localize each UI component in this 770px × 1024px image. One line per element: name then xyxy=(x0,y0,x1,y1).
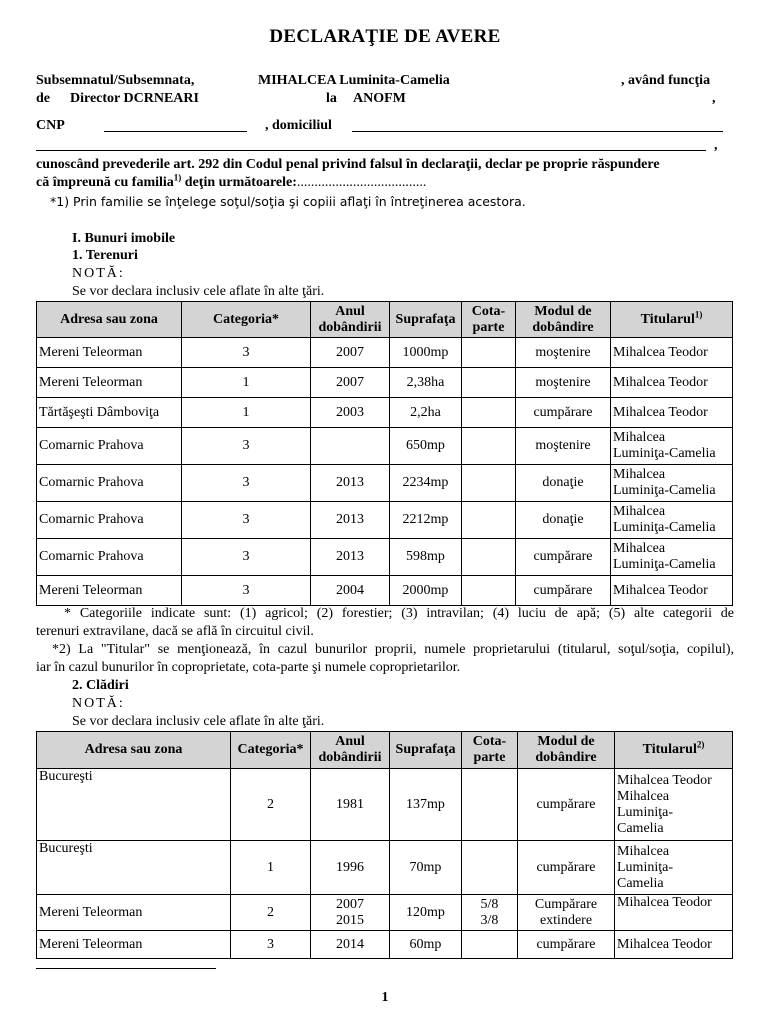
cell-titular: Mihalcea Teodor xyxy=(611,576,733,606)
cell-adresa: Mereni Teleorman xyxy=(37,931,231,959)
cell-titular: Mihalcea Teodor xyxy=(611,338,733,368)
cell-titular: Mihalcea Teodor xyxy=(611,368,733,398)
cell-anul: 1996 xyxy=(311,841,390,895)
cell-suprafata: 2000mp xyxy=(390,576,462,606)
col-modul: Modul de dobândire xyxy=(518,732,615,769)
cell-anul xyxy=(311,428,390,465)
declaration-line-2 xyxy=(36,172,427,191)
table-row xyxy=(37,398,733,428)
comma: , xyxy=(712,91,716,106)
cell-modul: moştenire xyxy=(516,368,611,398)
cell-adresa: Mereni Teleorman xyxy=(37,368,182,398)
cell-suprafata: 2234mp xyxy=(390,465,462,502)
cell-anul: 2007 xyxy=(311,368,390,398)
cell-suprafata: 120mp xyxy=(390,895,462,931)
cell-modul: cumpărare xyxy=(518,769,615,841)
cell-adresa: Comarnic Prahova xyxy=(37,539,182,576)
subsection-cladiri: 2. Clădiri xyxy=(72,678,129,693)
cell-cota xyxy=(462,931,518,959)
col-titular: Titularul$^{2)}$ xyxy=(615,732,733,769)
cell-modul: cumpărare xyxy=(518,931,615,959)
page-number: 1 xyxy=(381,990,389,1005)
col-anul: Anul dobândirii xyxy=(311,302,390,338)
cell-anul: 2004 xyxy=(311,576,390,606)
footnote-titular-2: iar în cazul bunurilor în coproprietate, cota-parte şi numele coproprietarilor. xyxy=(36,660,461,675)
cell-titular: Mihalcea Luminiţa-Camelia xyxy=(611,539,733,576)
cell-modul: donaţie xyxy=(516,502,611,539)
table-row xyxy=(37,465,733,502)
comma-2: , xyxy=(714,138,718,153)
cell-suprafata: 60mp xyxy=(390,931,462,959)
nota-label: NOTĂ: xyxy=(72,266,125,281)
cell-adresa: Comarnic Prahova xyxy=(37,465,182,502)
cell-cota xyxy=(462,841,518,895)
cell-suprafata: 70mp xyxy=(390,841,462,895)
cell-cota xyxy=(462,368,516,398)
cell-categoria: 2 xyxy=(231,769,311,841)
cell-suprafata: 598mp xyxy=(390,539,462,576)
cell-anul: 2007 xyxy=(311,338,390,368)
cell-adresa: Bucureşti xyxy=(37,769,231,841)
section-heading: I. Bunuri imobile xyxy=(72,231,176,246)
cell-cota xyxy=(462,428,516,465)
footnote-titular-1: *2) La "Titular" se menţionează, în cazul bunurilor proprii, numele proprietarului (titularul, soţul/soţia, copilul), xyxy=(52,642,734,657)
function-label: , având funcţia xyxy=(621,73,711,88)
cell-anul: 2014 xyxy=(311,931,390,959)
subsemnatul-label: Subsemnatul/Subsemnata, xyxy=(36,73,195,88)
cell-categoria: 3 xyxy=(182,428,311,465)
cell-categoria: 3 xyxy=(182,539,311,576)
cladiri-table xyxy=(36,731,733,959)
cell-cota xyxy=(462,465,516,502)
cell-adresa: Comarnic Prahova xyxy=(37,428,182,465)
declarant-name: MIHALCEA Luminita-Camelia xyxy=(258,73,450,88)
declaration-dots: ..................................... xyxy=(296,175,427,190)
cell-modul: moştenire xyxy=(516,428,611,465)
subsection-terenuri: 1. Terenuri xyxy=(72,248,138,263)
cell-adresa: Mereni Teleorman xyxy=(37,576,182,606)
cell-titular: Mihalcea Luminiţa-Camelia xyxy=(611,502,733,539)
cell-categoria: 2 xyxy=(231,895,311,931)
cell-categoria: 1 xyxy=(182,398,311,428)
cell-modul: donaţie xyxy=(516,465,611,502)
col-adresa: Adresa sau zona xyxy=(37,732,231,769)
cell-adresa: Mereni Teleorman xyxy=(37,338,182,368)
la-label: la xyxy=(326,91,337,106)
cell-suprafata: 137mp xyxy=(390,769,462,841)
cell-modul: moştenire xyxy=(516,338,611,368)
cell-anul: 2003 xyxy=(311,398,390,428)
cell-modul: cumpărare xyxy=(518,841,615,895)
cell-cota xyxy=(462,338,516,368)
cell-anul: 2007 2015 xyxy=(311,895,390,931)
cell-adresa: Bucureşti xyxy=(37,841,231,895)
page-title: DECLARAŢIE DE AVERE xyxy=(269,26,501,47)
declaration-line-2-post: deţin următoarele: xyxy=(181,175,297,190)
table-row xyxy=(37,502,733,539)
cell-categoria: 1 xyxy=(182,368,311,398)
declaration-line-2-pre: că împreună cu familia xyxy=(36,175,174,190)
cell-adresa: Tărtăşeşti Dâmboviţa xyxy=(37,398,182,428)
col-suprafata: Suprafaţa xyxy=(390,732,462,769)
cell-cota xyxy=(462,398,516,428)
cell-modul: cumpărare xyxy=(516,576,611,606)
cell-cota xyxy=(462,576,516,606)
cell-categoria: 3 xyxy=(182,576,311,606)
col-cota: Cota- parte xyxy=(462,302,516,338)
cell-cota: 5/8 3/8 xyxy=(462,895,518,931)
table-row xyxy=(37,338,733,368)
domiciliu-blank-line xyxy=(352,131,723,132)
cell-cota xyxy=(462,769,518,841)
cell-cota xyxy=(462,539,516,576)
table-row xyxy=(37,539,733,576)
table-header-row xyxy=(37,302,733,338)
cell-categoria: 3 xyxy=(182,502,311,539)
declaration-sup: 1) xyxy=(173,172,182,183)
cell-adresa: Comarnic Prahova xyxy=(37,502,182,539)
nota-label-2: NOTĂ: xyxy=(72,696,125,711)
de-label: de xyxy=(36,91,50,106)
cnp-label: CNP xyxy=(36,118,65,133)
table-row xyxy=(37,841,733,895)
footnote-separator xyxy=(36,968,216,969)
table-row xyxy=(37,931,733,959)
col-anul: Anul dobândirii xyxy=(311,732,390,769)
table-row xyxy=(37,428,733,465)
terenuri-table xyxy=(36,301,733,606)
declaration-line-1: cunoscând prevederile art. 292 din Codul penal privind falsul în declaraţii, declar pe proprie răspundere xyxy=(36,157,660,172)
cell-cota xyxy=(462,502,516,539)
cell-titular: Mihalcea Luminiţa-Camelia xyxy=(611,428,733,465)
cell-titular: Mihalcea Teodor Mihalcea Luminiţa- Camelia xyxy=(615,769,733,841)
cell-categoria: 3 xyxy=(182,338,311,368)
cell-suprafata: 2,2ha xyxy=(390,398,462,428)
col-adresa: Adresa sau zona xyxy=(37,302,182,338)
table-header-row xyxy=(37,732,733,769)
col-modul: Modul de dobândire xyxy=(516,302,611,338)
cnp-blank-line xyxy=(104,131,247,132)
footnote-categories-2: terenuri extravilane, dacă se află în circuitul civil. xyxy=(36,624,314,639)
domiciliu-label: , domiciliul xyxy=(265,118,332,133)
table-row xyxy=(37,769,733,841)
nota-text: Se vor declara inclusiv cele aflate în alte ţări. xyxy=(72,284,325,299)
cell-categoria: 3 xyxy=(182,465,311,502)
cell-categoria: 3 xyxy=(231,931,311,959)
position-value: Director DCRNEARI xyxy=(70,91,199,106)
cell-titular: Mihalcea Luminiţa- Camelia xyxy=(615,841,733,895)
institution-value: ANOFM xyxy=(353,91,406,106)
cell-modul: cumpărare xyxy=(516,398,611,428)
cell-anul: 2013 xyxy=(311,502,390,539)
cell-anul: 2013 xyxy=(311,465,390,502)
table-row xyxy=(37,576,733,606)
cell-titular: Mihalcea Luminiţa-Camelia xyxy=(611,465,733,502)
col-titular: Titularul$^{1)}$ xyxy=(611,302,733,338)
cell-titular: Mihalcea Teodor xyxy=(615,895,733,931)
footnote-categories-1: * Categoriile indicate sunt: (1) agricol; (2) forestier; (3) intravilan; (4) luciu de apă; (5) alte categorii de xyxy=(64,606,734,621)
nota-text-2: Se vor declara inclusiv cele aflate în alte ţări. xyxy=(72,714,325,729)
cell-categoria: 1 xyxy=(231,841,311,895)
cell-modul: Cumpărare extindere xyxy=(518,895,615,931)
table-row xyxy=(37,895,733,931)
cell-suprafata: 1000mp xyxy=(390,338,462,368)
cell-anul: 1981 xyxy=(311,769,390,841)
cell-suprafata: 2,38ha xyxy=(390,368,462,398)
col-cota: Cota- parte xyxy=(462,732,518,769)
cell-adresa: Mereni Teleorman xyxy=(37,895,231,931)
table-row xyxy=(37,368,733,398)
family-note: *1) Prin familie se înţelege soţul/soţia şi copiii aflaţi în întreţinerea acestora. xyxy=(50,194,526,209)
domiciliu-blank-line-2 xyxy=(36,150,706,151)
col-categoria: Categoria* xyxy=(231,732,311,769)
cell-titular: Mihalcea Teodor xyxy=(611,398,733,428)
col-suprafata: Suprafaţa xyxy=(390,302,462,338)
cell-suprafata: 2212mp xyxy=(390,502,462,539)
cell-modul: cumpărare xyxy=(516,539,611,576)
cell-anul: 2013 xyxy=(311,539,390,576)
cell-suprafata: 650mp xyxy=(390,428,462,465)
col-categoria: Categoria* xyxy=(182,302,311,338)
cell-titular: Mihalcea Teodor xyxy=(615,931,733,959)
